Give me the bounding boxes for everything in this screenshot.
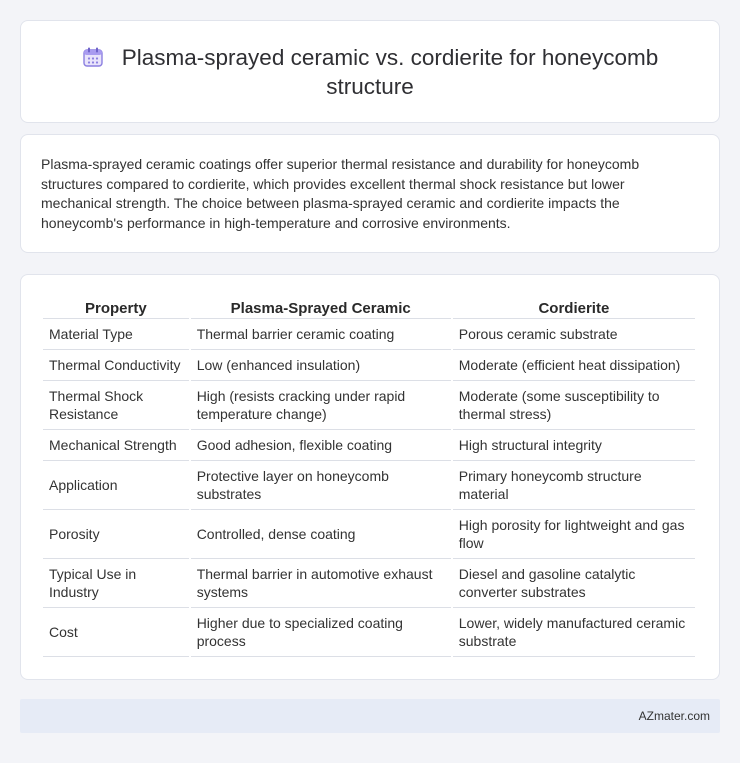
table-row	[43, 319, 695, 350]
table-row	[43, 510, 695, 559]
cordierite-cell: High porosity for lightweight and gas flow	[453, 510, 695, 559]
property-cell: Material Type	[43, 319, 189, 350]
cordierite-cell: Diesel and gasoline catalytic converter substrates	[453, 559, 695, 608]
footer-bar	[20, 699, 720, 733]
plasma-cell: Higher due to specialized coating process	[191, 608, 451, 657]
header-property: Property	[43, 295, 189, 319]
title-card	[20, 20, 720, 123]
table-header-row	[43, 295, 695, 319]
comparison-table	[41, 295, 697, 657]
property-cell: Mechanical Strength	[43, 430, 189, 461]
property-cell: Thermal Conductivity	[43, 350, 189, 381]
property-cell: Application	[43, 461, 189, 510]
plasma-cell: Thermal barrier ceramic coating	[191, 319, 451, 350]
plasma-cell: High (resists cracking under rapid temperature change)	[191, 381, 451, 430]
summary-card	[20, 134, 720, 253]
cordierite-cell: Moderate (efficient heat dissipation)	[453, 350, 695, 381]
table-row	[43, 430, 695, 461]
cordierite-cell: Lower, widely manufactured ceramic substrate	[453, 608, 695, 657]
cordierite-cell: Primary honeycomb structure material	[453, 461, 695, 510]
header-plasma-sprayed-ceramic: Plasma-Sprayed Ceramic	[191, 295, 451, 319]
property-cell: Thermal Shock Resistance	[43, 381, 189, 430]
page-title-wrap	[61, 43, 679, 101]
summary-text: Plasma-sprayed ceramic coatings offer superior thermal resistance and durability for honeycomb structures compared to cordierite, which provides excellent thermal shock resistance but lower mechanical strength. The choice between plasma-sprayed ceramic and cordierite impacts the honeycomb's performance in high-temperature and corrosive environments.	[41, 156, 640, 231]
table-row	[43, 381, 695, 430]
comparison-table-card	[20, 274, 720, 680]
property-cell: Cost	[43, 608, 189, 657]
property-cell: Typical Use in Industry	[43, 559, 189, 608]
table-row	[43, 608, 695, 657]
plasma-cell: Good adhesion, flexible coating	[191, 430, 451, 461]
property-cell: Porosity	[43, 510, 189, 559]
calendar-icon	[82, 46, 104, 68]
cordierite-cell: Porous ceramic substrate	[453, 319, 695, 350]
plasma-cell: Protective layer on honeycomb substrates	[191, 461, 451, 510]
cordierite-cell: Moderate (some susceptibility to thermal stress)	[453, 381, 695, 430]
table-row	[43, 559, 695, 608]
header-cordierite: Cordierite	[453, 295, 695, 319]
table-row	[43, 350, 695, 381]
page-title: Plasma-sprayed ceramic vs. cordierite for honeycomb structure	[121, 44, 659, 99]
plasma-cell: Thermal barrier in automotive exhaust systems	[191, 559, 451, 608]
cordierite-cell: High structural integrity	[453, 430, 695, 461]
table-row	[43, 461, 695, 510]
footer-brand[interactable]: AZmater.com	[638, 709, 710, 723]
plasma-cell: Low (enhanced insulation)	[191, 350, 451, 381]
plasma-cell: Controlled, dense coating	[191, 510, 451, 559]
